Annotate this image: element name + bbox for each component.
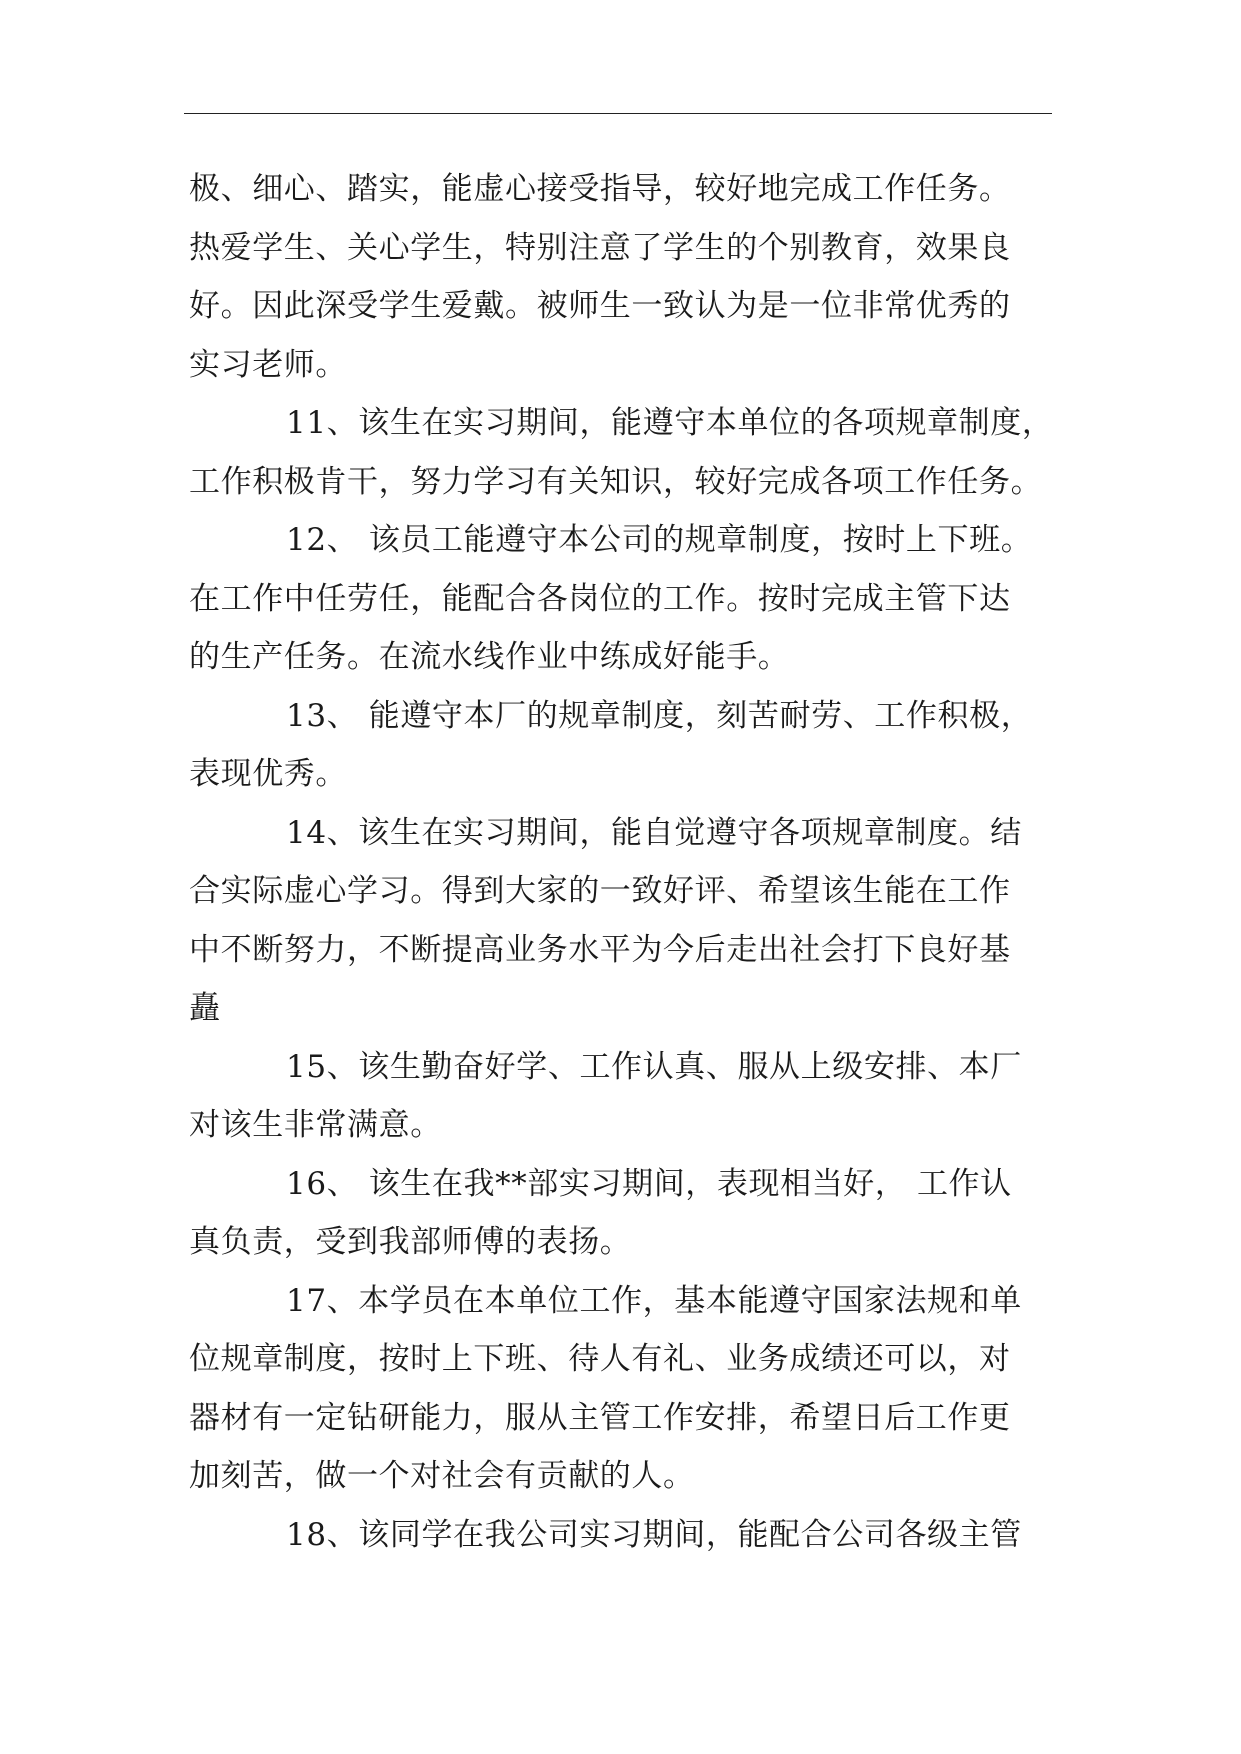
document-body (189, 160, 1054, 1564)
text-line: 表现优秀。 (189, 756, 347, 792)
text-line: 加刻苦，做一个对社会有贡献的人。 (189, 1458, 695, 1494)
paragraph-11-start: 11、该生在实习期间，能遵守本单位的各项规章制度， (286, 405, 1054, 441)
text-line: 工作积极肯干，努力学习有关知识，较好完成各项工作任务。 (189, 463, 1043, 500)
text-line: 在工作中任劳任，能配合各岗位的工作。按时完成主管下达 (189, 580, 1011, 617)
text-line: 矗 (189, 990, 221, 1026)
paragraph-12-start: 12、 该员工能遵守本公司的规章制度，按时上下班。 (286, 522, 1033, 558)
text-line: 合实际虚心学习。得到大家的一致好评、希望该生能在工作 (189, 873, 1011, 909)
text-line: 中不断努力，不断提高业务水平为今后走出社会打下良好基 (189, 931, 1011, 968)
text-line: 的生产任务。在流水线作业中练成好能手。 (189, 639, 790, 675)
text-line: 极、细心、踏实，能虚心接受指导，较好地完成工作任务。 (189, 171, 1011, 207)
text-line: 真负责，受到我部师傅的表扬。 (189, 1224, 632, 1260)
paragraph-17-start: 17、本学员在本单位工作，基本能遵守国家法规和单 (286, 1282, 1022, 1319)
text-line: 好。因此深受学生爱戴。被师生一致认为是一位非常优秀的 (189, 288, 1011, 324)
paragraph-14-start: 14、该生在实习期间，能自觉遵守各项规章制度。结 (286, 814, 1022, 851)
paragraph-15-start: 15、该生勤奋好学、工作认真、服从上级安排、本厂 (286, 1048, 1022, 1085)
paragraph-13-start: 13、 能遵守本厂的规章制度，刻苦耐劳、工作积极， (286, 697, 1033, 734)
text-line: 位规章制度，按时上下班、待人有礼、业务成绩还可以，对 (189, 1341, 1011, 1377)
paragraph-18-start: 18、该同学在我公司实习期间，能配合公司各级主管 (286, 1516, 1022, 1553)
text-line: 热爱学生、关心学生，特别注意了学生的个别教育，效果良 (189, 229, 1011, 266)
paragraph-16-start: 16、 该生在我**部实习期间，表现相当好， 工作认 (286, 1165, 1012, 1202)
text-line: 器材有一定钻研能力，服从主管工作安排，希望日后工作更 (189, 1399, 1011, 1436)
header-rule (184, 113, 1052, 114)
text-line: 对该生非常满意。 (189, 1107, 442, 1143)
text-line: 实习老师。 (189, 346, 347, 383)
